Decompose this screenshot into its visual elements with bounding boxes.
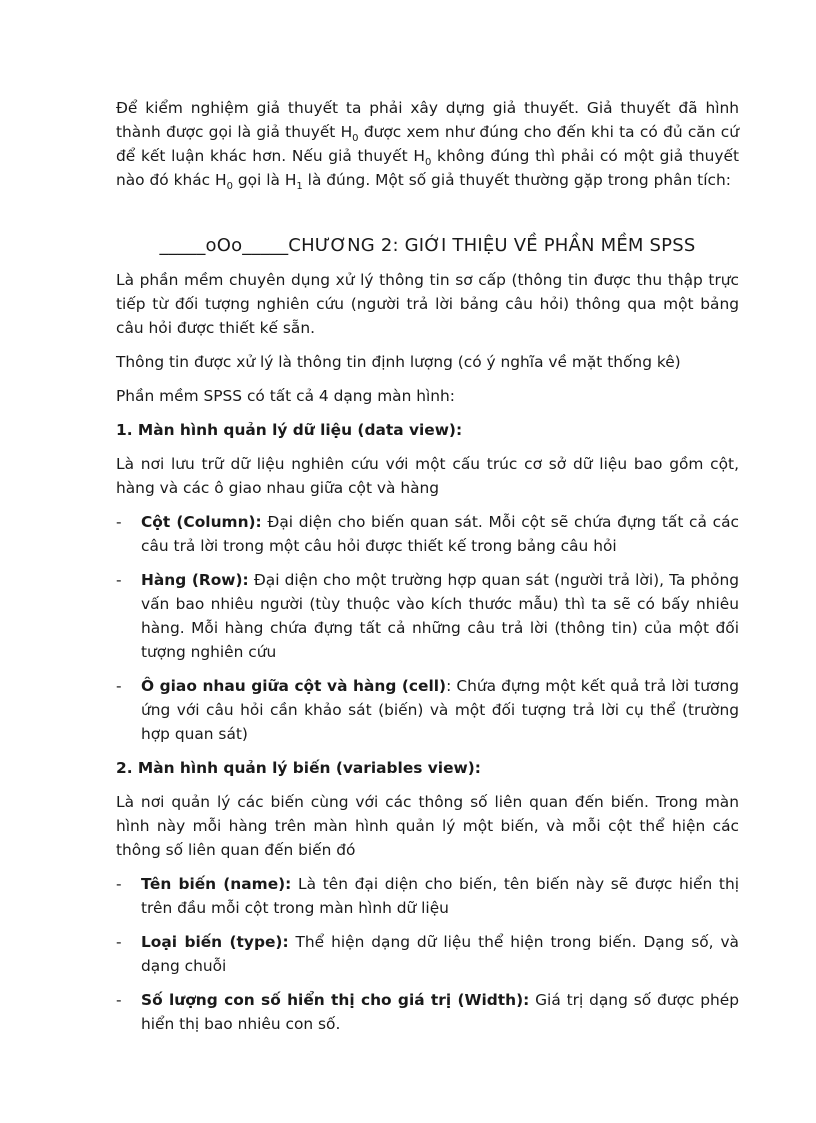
term-description: : Chứa đựng một kết quả trả lời tương ứng với câu hỏi cần khảo sát (biến) và một đối tượng trả lời cụ thể (trường hợp quan sát) <box>141 677 739 743</box>
term: Cột (Column): <box>141 513 262 531</box>
subscript: 0 <box>226 181 233 193</box>
dash-bullet: - <box>116 571 122 589</box>
term: Tên biến (name): <box>141 875 292 893</box>
dash-bullet: - <box>116 875 122 893</box>
intro-text: không đúng thì phải có một giả thuyết nào đó khác H <box>116 147 739 189</box>
dash-bullet: - <box>116 991 122 1009</box>
section-heading: 2. Màn hình quản lý biến (variables view): <box>116 759 481 777</box>
list-item <box>116 872 739 920</box>
term-description: Thể hiện dạng dữ liệu thể hiện trong biến. Dạng số, và dạng chuỗi <box>141 933 739 975</box>
term: Loại biến (type): <box>141 933 289 951</box>
dash-bullet: - <box>116 933 122 951</box>
section-intro: Là nơi lưu trữ dữ liệu nghiên cứu với một cấu trúc cơ sở dữ liệu bao gồm cột, hàng và các ô giao nhau giữa cột và hàng <box>116 455 739 497</box>
list-item <box>116 988 739 1036</box>
intro-text: Để kiểm nghiệm giả thuyết ta phải xây dựng giả thuyết. Giả thuyết đã hình thành được gọi là giả thuyết H <box>116 99 739 141</box>
section-intro: Là nơi quản lý các biến cùng với các thông số liên quan đến biến. Trong màn hình này mỗi hàng trên màn hình quản lý một biến, và mỗi cột thể hiện các thông số liên quan đến biến đó <box>116 793 739 859</box>
section-heading: 1. Màn hình quản lý dữ liệu (data view): <box>116 421 463 439</box>
bullet-list <box>116 510 739 746</box>
subscript: 0 <box>352 133 359 145</box>
list-item <box>116 674 739 746</box>
document-page <box>116 96 739 1046</box>
dash-bullet: - <box>116 677 122 695</box>
intro-text: được xem như đúng cho đến khi ta có đủ căn cứ để kết luận khác hơn. Nếu giả thuyết H <box>116 123 739 165</box>
term-description: Đại diện cho một trường hợp quan sát (người trả lời), Ta phỏng vấn bao nhiêu người (tùy thuộc vào kích thước mẫu) thì ta sẽ có bấy nhiêu hàng. Mỗi hàng chứa đựng tất cả những câu trả lời (thông tin) của một đối tượng nghiên cứu <box>141 571 740 661</box>
term-description: Giá trị dạng số được phép hiển thị bao nhiêu con số. <box>141 991 739 1033</box>
list-item <box>116 510 739 558</box>
term-description: Là tên đại diện cho biến, tên biến này sẽ được hiển thị trên đầu mỗi cột trong màn hình dữ liệu <box>141 875 739 917</box>
term: Số lượng con số hiển thị cho giá trị (Width): <box>141 991 530 1009</box>
term: Hàng (Row): <box>141 571 249 589</box>
paragraph: Phần mềm SPSS có tất cả 4 dạng màn hình: <box>116 387 455 405</box>
paragraph: Là phần mềm chuyên dụng xử lý thông tin sơ cấp (thông tin được thu thập trực tiếp từ đối tượng nghiên cứu (người trả lời bảng câu hỏi) thông qua một bảng câu hỏi được thiết kế sẵn. <box>116 271 739 337</box>
term-description: Đại diện cho biến quan sát. Mỗi cột sẽ chứa đựng tất cả các câu trả lời trong một câu hỏi được thiết kế trong bảng câu hỏi <box>141 513 739 555</box>
list-item <box>116 930 739 978</box>
dash-bullet: - <box>116 513 122 531</box>
intro-text: gọi là H <box>232 171 297 189</box>
subscript: 1 <box>296 181 303 193</box>
paragraph: Thông tin được xử lý là thông tin định lượng (có ý nghĩa về mặt thống kê) <box>116 353 681 371</box>
subscript: 0 <box>424 157 432 169</box>
intro-text: là đúng. Một số giả thuyết thường gặp trong phân tích: <box>302 171 731 189</box>
term: Ô giao nhau giữa cột và hàng (cell) <box>141 677 447 695</box>
bullet-list <box>116 872 739 1036</box>
list-item <box>116 568 739 664</box>
intro-paragraph <box>116 96 739 192</box>
chapter-title: _____oOo_____CHƯƠNG 2: GIỚI THIỆU VỀ PHẦN MỀM SPSS <box>159 235 696 256</box>
